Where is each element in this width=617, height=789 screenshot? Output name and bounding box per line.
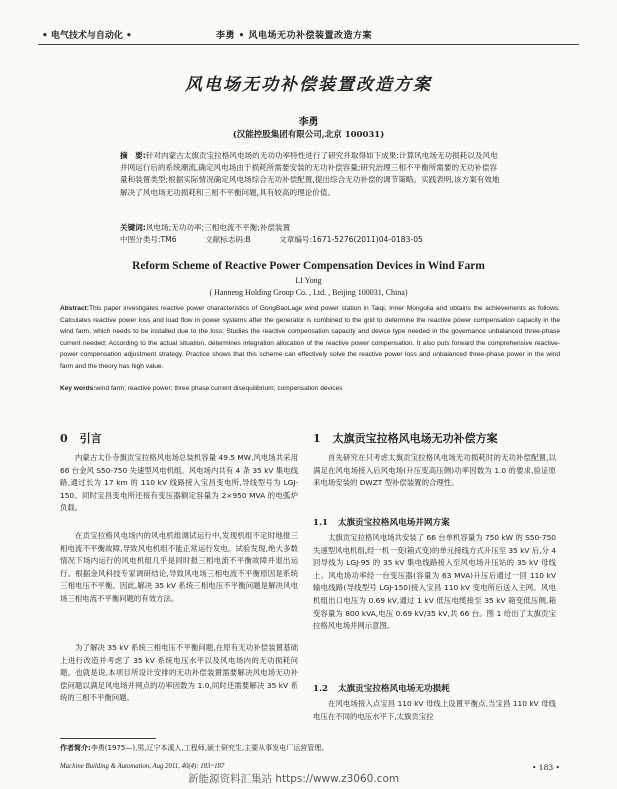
subsection-1-1-heading [313,516,450,528]
abstract-cn [120,150,502,199]
section-0-number: 0 [60,432,68,445]
section-0-heading [60,430,102,446]
footnote-text: 李勇(1975—),男,辽宁本溪人,工程师,硕士研究生,主要从事发电厂运营管理。 [90,744,329,752]
journal-citation: Machine Building & Automation, Aug 2011, 40(4): 183~187 [60,763,225,770]
subsection-1-2-text: 在风电场接入点宝昌 110 kV 母线上设置平衡点,当宝昌 110 kV 母线电压在不同的电压水平下,太旗贡宝拉 [313,699,556,721]
affiliation-cn: (汉能控股集团有限公司,北京 100031) [232,130,385,140]
clc-number: 中图分类号:TM6 [120,235,177,244]
keywords-en-text: wind farm; reactive power; three phase current disequilibrium; compensation devices [95,385,343,392]
title-en: Reform Scheme of Reactive Power Compensation Devices in Wind Farm [132,260,485,272]
subsection-1-2-title: 太旗贡宝拉格风电场无功损耗 [337,684,450,694]
keywords-cn-label: 关键词: [120,223,146,232]
page-number: • 183 • [532,763,560,772]
section-0-title: 引言 [79,432,102,445]
subsection-1-1-title: 太旗贡宝拉格风电场并网方案 [337,518,450,528]
section-1-heading [313,430,498,446]
watermark: 新能源资料汇集站 https://www.z3060.com [188,773,400,785]
keywords-en-label: Key words: [60,385,96,392]
intro-paragraph-3: 为了解决 35 kV 系统三相电压不平衡问题,在原有无功补偿装置基础上进行改造并考虑了 35 kV 系统电压水平以及风电场内的无功损耗问题。也就是说,本项目所设计安排的无功补偿装置需要解决风电场无功补偿问题以满足风电场并网点的功率因数为 1.0,同时还需要解决 35 kV 系统的三相不平衡问题。 [60,643,298,703]
abstract-en [60,303,560,373]
affiliation-en: ( Hanneng Holding Group Co. , Ltd. , Beijing 100031, China) [209,288,408,297]
abstract-en-label: Abstract: [60,305,89,312]
section-1-intro: 首先研究在只考虑太旗贡宝拉格风电场无功损耗时的无功补偿配置,以满足在风电场接入后风电场(升压变高压侧)功率因数为 1.0 的要求,验证原来电场安装的 DWZT 型补偿装置的合理性。 [313,453,556,488]
abstract-cn-label: 摘 要: [120,151,146,160]
author-cn: 李勇 [298,117,319,128]
footnote-rule [60,738,156,739]
subsection-1-2-heading [313,682,450,694]
footnote-label: 作者简介: [60,744,91,752]
document-code: 文献标志码:B [204,235,251,244]
running-header [38,28,579,44]
section-1-number: 1 [313,432,321,445]
keywords-cn-text: 风电场;无功功率;三相电流不平衡;补偿装置 [145,223,291,232]
author-en: LI Yong [295,276,322,285]
keywords-en [60,385,560,392]
keywords-cn [120,222,520,233]
subsection-1-1-number: 1.1 [313,518,328,528]
intro-paragraph-2: 在贡宝拉格风电场内的风电机组调试运行中,发现机组不定时地报三相电流不平衡故障,导致风电机组不能正常运行发电。试验发现,绝大多数情况下场内运行的风电机组几乎是同时报三相电流不平衡故障并退出运行。根据金风科技专家调研结论,导致风电场三相电流不平衡原因是系统三相电压不平衡。因此,解决 35 kV 系统三相电压不平衡问题是解决风电场三相电流不平衡问题的有效方法。 [60,531,298,603]
subsection-1-1-text: 太旗贡宝拉格风电场共安装了 66 台单机容量为 750 kW 的 S50-750 失速型风电机组,经一机一变(箱式变)的单元接线方式升压至 35 kV 后,分 4 回导线为 LGJ-95 的 35 kV 集电线路接入至风电场升压站的 35 kV 母线上。风电场功率经一台变压器(容量为 63 MVA)升压后通过一回 110 kV 输电线路(导线型号 LGJ-150)接入宝昌 110 kV 变电所后送入主网。风电机组出口电压为 0.69 kV,通过 1 kV 低压电缆接至 35 kV 箱变低压侧,箱变容量为 800 kVA,电压 0.69 kV/35 kV,共 66 台。图 1 给出了太旗贡宝拉格风电场并网示意图。 [313,533,556,631]
header-article-label: 李勇 • 风电场无功补偿装置改造方案 [216,31,373,41]
section-1-title: 太旗贡宝拉格风电场无功补偿方案 [332,432,498,445]
footnote [60,743,328,753]
abstract-cn-text: 针对内蒙古太旗贡宝拉格风电场的无功功率特性进行了研究并取得如下成果:计算风电场无功损耗以及风电并网运行后的系统潮流,确定风电场由于损耗所需要安装的无功补偿容量;研究治理三相不平衡所需要的无功补偿容量和装置类型;根据实际情况确定风电场综合无功补偿配置,提出综合无功补偿的调节策略。实践表明,该方案有效地解决了风电场无功损耗和三相不平衡问题,具有较高的理论价值。 [120,151,500,197]
title-cn: 风电场无功补偿装置改造方案 [185,75,432,95]
header-rule [38,44,579,45]
abstract-en-text: This paper investigates reactive power characteristics of GongBaoLage wind power station in Taiqi, Inner Mongolia and obtains the achievements as follows: Calculates reactive power loss and load flow in power systems after the generator is combined to the grid to determine the reactive power compensation capacity in the wind farm, which needs to be installed due to the loss; Studies the reactive compensation capacity and device type needed in the governance unbalanced three-phase current needed; According to the actual situation, determines integration allocation of the reactive power compensation. It also puts forward the comprehensive reactive-power compensation adjustment strategy. Practice shows that this scheme can effectively solve the reactive power loss and unbalanced three-phase power in the wind farm and the theory has high value. [60,305,560,370]
article-number: 文章编号:1671-5276(2011)04-0183-05 [279,235,423,244]
classification-cn [120,234,520,245]
intro-paragraph-1: 内蒙古太仆寺旗贡宝拉格风电场总装机容量 49.5 MW,风电场共采用 66 台金风 S50-750 失速型风电机组。风电场内共有 4 条 35 kV 集电线路,通过长为 17 km 的 110 kV 线路接入宝昌变电所,导线型号为 LGJ-150。同时宝昌变电所还接有变压器额定容量为 2×950 MVA 的电弧炉负载。 [60,453,298,513]
header-section-label: • 电气技术与自动化 • [42,31,132,41]
subsection-1-2-number: 1.2 [313,684,328,694]
